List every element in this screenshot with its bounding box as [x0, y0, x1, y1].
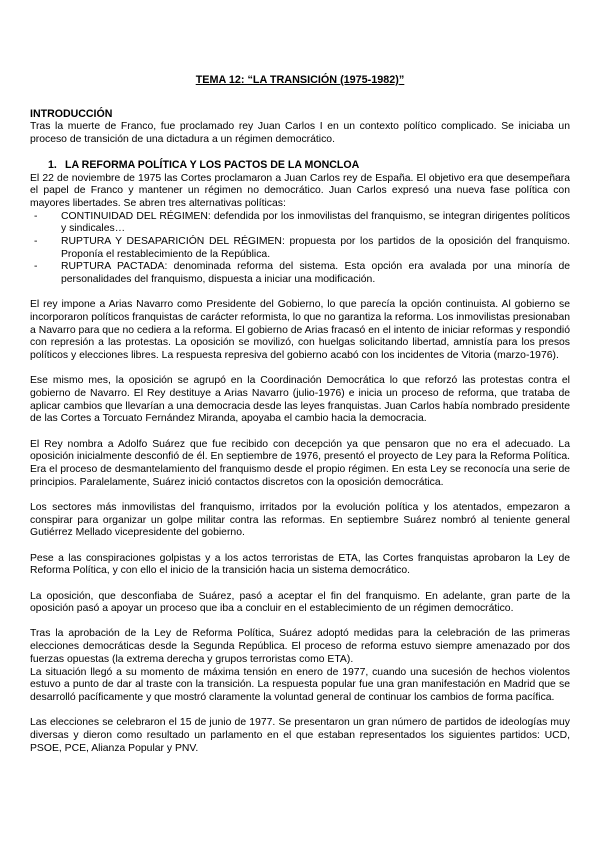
paragraph-ley-reforma: Pese a las conspiraciones golpistas y a los actos terroristas de ETA, las Cortes franquistas aprobaron la Ley de Reforma Política, y con ello el inicio de la transición hacia un sistema democrático.: [30, 552, 570, 577]
political-alternatives-list: [30, 211, 570, 287]
paragraph-arias-navarro: El rey impone a Arias Navarro como Presidente del Gobierno, lo que parecía la opción continuista. Al gobierno se incorporaron políticos franquistas de carácter reformista, lo que no garantiza la reforma. Los inmovilistas presionaban a Navarro para que no cediera a la reforma. El gobierno de Arias fracasó en el intento de iniciar reformas y respondió con represión a las protestas. La oposición se movilizó, con huelgas solicitando libertad, amnistía para los presos políticos y elecciones libres. La respuesta represiva del gobierno acabó con los incidentes de Vitoria (marzo-1976).: [30, 299, 571, 362]
list-item-text: RUPTURA Y DESAPARICIÓN DEL RÉGIMEN: propuesta por los partidos de la oposición del franquismo. Proponía el restablecimiento de la República.: [61, 236, 570, 260]
paragraph-coordinacion: Ese mismo mes, la oposición se agrupó en la Coordinación Democrática lo que reforzó las protestas contra el gobierno de Navarro. El Rey destituye a Arias Navarro (julio-1976) e inicia un proceso de reforma, que trataba de aplicar cambios que llevarían a una democracia desde las leyes franquistas. Juan Carlos había nombrado presidente de las Cortes a Torcuato Fernández Miranda, apoyaba el cambio hacia la democracia.: [30, 375, 570, 425]
list-item: [30, 211, 570, 236]
paragraph-suarez: El Rey nombra a Adolfo Suárez que fue recibido con decepción ya que pensaron que no era el adecuado. La oposición inicialmente desconfió de él. En septiembre de 1976, presentó el proyecto de Ley para la Reforma Política. Era el proceso de desmantelamiento del franquismo desde el propio régimen. En esta Ley se reconocía una serie de principios. Paralelamente, Suárez inició contactos discretos con la oposición democrática.: [30, 438, 570, 488]
paragraph-oposicion: La oposición, que desconfiaba de Suárez, pasó a aceptar el fin del franquismo. En adelante, gran parte de la oposición pasó a apoyar un proceso que iba a concluir en el establecimiento de un régimen democrático.: [30, 590, 570, 615]
list-item: [30, 261, 570, 286]
list-dash: -: [34, 210, 38, 222]
list-item-text: CONTINUIDAD DEL RÉGIMEN: defendida por los inmovilistas del franquismo, se integran dirigentes políticos y sindicales…: [61, 210, 570, 235]
paragraph-elecciones-medidas: Tras la aprobación de la Ley de Reforma Política, Suárez adoptó medidas para la celebración de las primeras elecciones democráticas desde la Segunda República. El proceso de reforma estuvo siempre amenazado por dos fuerzas opuestas (la extrema derecha y grupos terroristas como ETA).: [30, 628, 570, 665]
section-heading: [30, 159, 570, 172]
list-dash: -: [34, 236, 38, 248]
intro-heading: INTRODUCCIÓN: [30, 107, 113, 120]
document-page: [30, 74, 570, 755]
list-item-text: RUPTURA PACTADA: denominada reforma del sistema. Esta opción era avalada por una minoría de personalidades del franquismo, dispuesta a iniciar una modificación.: [61, 261, 570, 286]
paragraph-elecciones-1977: Las elecciones se celebraron el 15 de junio de 1977. Se presentaron un gran número de partidos de ideologías muy diversas y dieron como resultado un parlamento en el que estaban representados los siguientes partidos: UCD, PSOE, PCE, Alianza Popular y PNV.: [30, 717, 570, 754]
intro-paragraph: Tras la muerte de Franco, fue proclamado rey Juan Carlos I en un contexto político complicado. Se iniciaba un proceso de transición de una dictadura a un régimen democrático.: [30, 121, 570, 146]
list-item: [30, 236, 570, 261]
paragraph-inmovilistas: Los sectores más inmovilistas del franquismo, irritados por la evolución política y los atentados, empezaron a conspirar para organizar un golpe militar contra las reformas. En septiembre Suárez nombró al teniente general Gutiérrez Mellado vicepresidente del gobierno.: [30, 501, 570, 539]
paragraph-tension-1977: La situación llegó a su momento de máxima tensión en enero de 1977, cuando una sucesión de hechos violentos estuvo a punto de dar al traste con la transición. La respuesta popular fue una gran manifestación en Madrid que se desarrolló pacíficamente y que mostró claramente la voluntad general de continuar los cambios de forma pacífica.: [30, 666, 570, 703]
section-title: LA REFORMA POLÍTICA Y LOS PACTOS DE LA MONCLOA: [65, 158, 360, 171]
document-title: TEMA 12: “LA TRANSICIÓN (1975-1982)”: [195, 74, 405, 86]
section-paragraph-intro: El 22 de noviembre de 1975 las Cortes proclamaron a Juan Carlos rey de España. El objetivo era que desempeñara el papel de Franco y mantener un régimen no democrático. Juan Carlos expresó una nueva fase política con mayores libertades. Se abren tres alternativas políticas:: [30, 172, 570, 209]
section-number: 1.: [48, 158, 57, 171]
list-dash: -: [34, 261, 38, 273]
